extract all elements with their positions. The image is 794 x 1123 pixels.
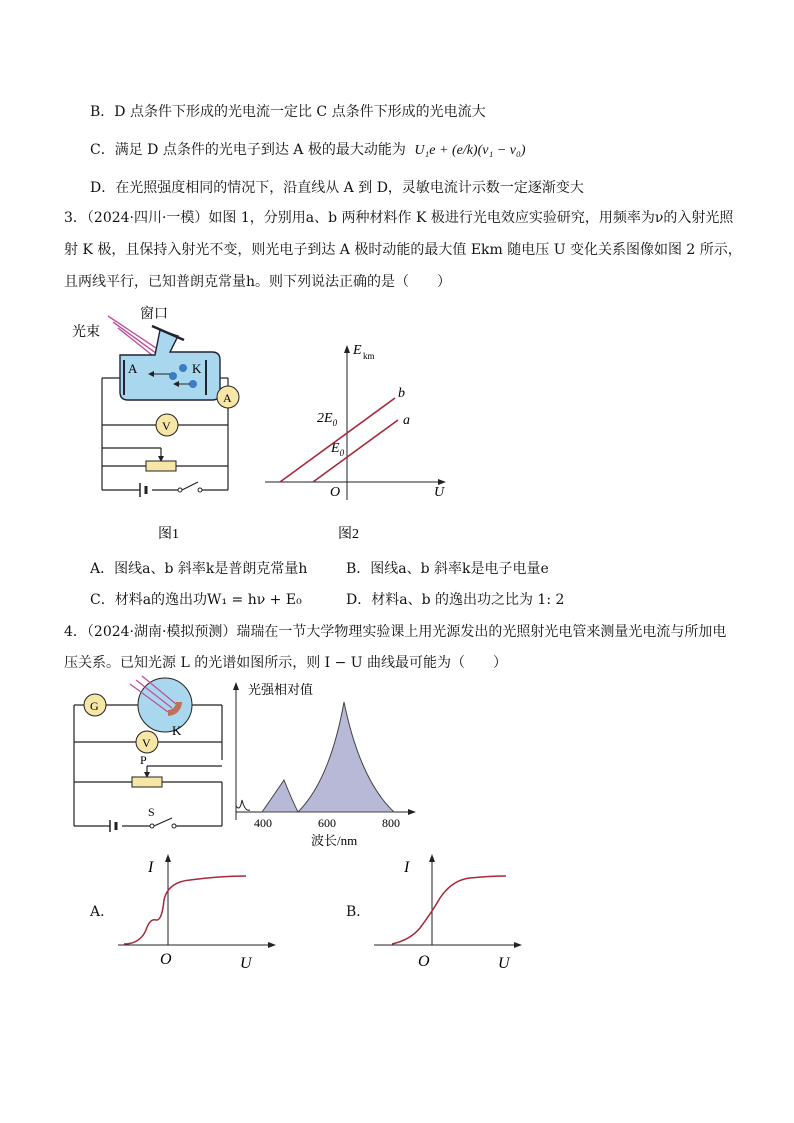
q4b-curve bbox=[392, 876, 506, 944]
q3-option-b: B．图线a、b 斜率k是电子电量e bbox=[346, 561, 549, 577]
option-label: C． bbox=[90, 142, 115, 158]
spectrum-y-label: 光强相对值 bbox=[248, 682, 314, 697]
q3-stem-line3: 且两线平行，已知普朗克常量h。则下列说法正确的是（ ） bbox=[64, 274, 452, 290]
beam-label: 光束 bbox=[72, 325, 100, 340]
voltmeter-label: V bbox=[162, 419, 171, 433]
q3-option-a: A．图线a、b 斜率k是普朗克常量h bbox=[90, 561, 308, 577]
q4a-y-label: I bbox=[148, 859, 154, 876]
option-label: D． bbox=[90, 180, 116, 196]
slider-p-label: P bbox=[140, 753, 147, 767]
q4a-x-label: U bbox=[240, 955, 252, 972]
ammeter-label: A bbox=[223, 391, 232, 405]
anode-label: A bbox=[128, 361, 138, 376]
q3-option-d: D．材料a、b 的逸出功之比为 1: 2 bbox=[346, 592, 565, 608]
q4b-origin: O bbox=[418, 953, 430, 970]
q3-stem-line1: 3．（2024·四川·一模）如图 1，分别用a、b 两种材料作 K 极进行光电效应实验研究，用频率为ν的入射光照 bbox=[64, 210, 734, 226]
origin-label: O bbox=[330, 485, 341, 500]
switch-s-label: S bbox=[148, 805, 155, 819]
spectrum-tick-800: 800 bbox=[382, 816, 400, 830]
spectrum-x-label: 波长/nm bbox=[311, 833, 358, 848]
q3-stem-line2: 射 K 极，且保持入射光不变，则光电子到达 A 极时动能的最大值 Ekm 随电压 U 变化关系图像如图 2 所示， bbox=[64, 242, 742, 258]
fig1-caption: 图1 bbox=[158, 527, 179, 542]
line-b-label: b bbox=[398, 386, 405, 401]
x-axis-label: U bbox=[434, 485, 445, 500]
q4b-x-label: U bbox=[498, 955, 510, 972]
tick-e0: $E_0$ bbox=[331, 441, 345, 458]
option-text: 在光照强度相同的情况下，沿直线从 A 到 D，灵敏电流计示数一定逐渐变大 bbox=[115, 180, 584, 196]
q4-option-b-label: B． bbox=[346, 904, 371, 920]
q4-stem-line1: 4．（2024·湖南·模拟预测）瑞瑞在一节大学物理实验课上用光源发出的光照射光电管来测量光电流与所加电 bbox=[64, 624, 727, 640]
q4a-origin: O bbox=[160, 951, 172, 968]
cathode-label: K bbox=[192, 361, 202, 376]
q4-stem-line2: 压关系。已知光源 L 的光谱如图所示，则 I − U 曲线最可能为（ ） bbox=[64, 655, 508, 671]
q4-option-a-label: A． bbox=[90, 904, 115, 920]
q3-option-c: C．材料a的逸出功W₁ = hν + E₀ bbox=[90, 592, 302, 608]
q4-voltmeter-label: V bbox=[142, 736, 151, 750]
tick-2e0: $2E_0$ bbox=[317, 411, 338, 428]
spectrum-tick-400: 400 bbox=[254, 816, 272, 830]
fig2-caption: 图2 bbox=[338, 527, 359, 542]
cathode-k-label: K bbox=[172, 723, 182, 738]
option-text: D 点条件下形成的光电流一定比 C 点条件下形成的光电流大 bbox=[114, 104, 486, 120]
option-formula: U₁e + (e/k)(ν₁ − ν₀) bbox=[414, 143, 526, 158]
q4b-y-label: I bbox=[404, 859, 410, 876]
y-axis-label: E bbox=[353, 343, 362, 358]
galvanometer-label: G bbox=[90, 699, 99, 713]
window-label: 窗口 bbox=[140, 307, 168, 322]
option-label: B． bbox=[90, 104, 115, 120]
spectrum-tick-600: 600 bbox=[318, 816, 336, 830]
y-axis-sub: km bbox=[363, 351, 375, 361]
line-a-label: a bbox=[403, 413, 410, 428]
option-text: 满足 D 点条件的光电子到达 A 极的最大动能为 bbox=[114, 142, 406, 158]
